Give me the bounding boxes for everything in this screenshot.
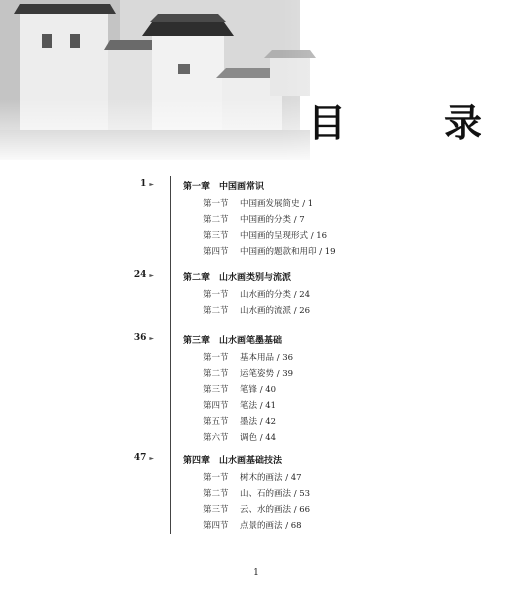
section-title: 山、石的画法 / 53 [240, 489, 311, 499]
section-entry[interactable] [203, 351, 293, 363]
section-entry[interactable] [203, 213, 305, 225]
section-number: 第一节 [203, 199, 229, 209]
section-title: 点景的画法 / 68 [240, 521, 302, 531]
section-number: 第一节 [203, 353, 229, 363]
section-number: 第三节 [203, 231, 229, 241]
section-entry[interactable] [203, 304, 310, 316]
page-title: 目 录 [308, 100, 512, 145]
chapter-title[interactable]: 第四章 山水画基础技法 [183, 456, 283, 466]
chapter-page-number[interactable] [134, 333, 154, 343]
section-title: 山水画的流派 / 26 [240, 306, 311, 316]
chapter-title[interactable]: 第二章 山水画类别与流派 [183, 273, 292, 283]
section-title: 笔法 / 41 [240, 401, 277, 411]
triangle-right-icon: ► [149, 455, 154, 462]
section-number: 第二节 [203, 215, 229, 225]
section-title: 树木的画法 / 47 [240, 473, 302, 483]
section-title: 笔锋 / 40 [240, 385, 277, 395]
chapter-page-number[interactable] [140, 179, 154, 189]
section-title: 中国画发展简史 / 1 [240, 199, 314, 209]
section-number: 第四节 [203, 247, 229, 257]
chapter-page-number-text: 1 [140, 179, 147, 189]
chapter-page-number-text: 36 [133, 333, 147, 343]
section-number: 第五节 [203, 417, 229, 427]
section-number: 第三节 [203, 385, 229, 395]
toc-divider-line [170, 176, 171, 534]
section-entry[interactable] [203, 229, 327, 241]
section-entry[interactable] [203, 519, 302, 531]
section-number: 第二节 [203, 306, 229, 316]
triangle-right-icon: ► [149, 181, 154, 188]
section-title: 墨法 / 42 [240, 417, 277, 427]
section-title: 中国画的分类 / 7 [240, 215, 305, 225]
section-entry[interactable] [203, 367, 293, 379]
section-entry[interactable] [203, 245, 336, 257]
chapter-page-number-text: 47 [133, 453, 147, 463]
section-title: 云、水的画法 / 66 [240, 505, 311, 515]
chapter-page-number[interactable] [134, 453, 154, 463]
page-number: 1 [253, 568, 259, 578]
section-title: 基本用品 / 36 [240, 353, 294, 363]
section-title: 中国画的题款和用印 / 19 [240, 247, 336, 257]
chapter-page-number[interactable] [134, 270, 154, 280]
section-entry[interactable] [203, 383, 276, 395]
section-number: 第三节 [203, 505, 229, 515]
section-title: 运笔姿势 / 39 [240, 369, 294, 379]
triangle-right-icon: ► [149, 335, 154, 342]
chapter-page-number-text: 24 [133, 270, 147, 280]
section-entry[interactable] [203, 197, 313, 209]
section-title: 中国画的呈现形式 / 16 [240, 231, 328, 241]
section-entry[interactable] [203, 471, 302, 483]
section-entry[interactable] [203, 399, 276, 411]
section-entry[interactable] [203, 415, 276, 427]
section-number: 第一节 [203, 473, 229, 483]
triangle-right-icon: ► [149, 272, 154, 279]
section-entry[interactable] [203, 503, 310, 515]
section-number: 第二节 [203, 489, 229, 499]
section-number: 第二节 [203, 369, 229, 379]
section-title: 山水画的分类 / 24 [240, 290, 311, 300]
section-title: 调色 / 44 [240, 433, 277, 443]
section-entry[interactable] [203, 431, 276, 443]
section-entry[interactable] [203, 487, 310, 499]
chapter-title[interactable]: 第三章 山水画笔墨基础 [183, 336, 283, 346]
section-number: 第四节 [203, 521, 229, 531]
section-entry[interactable] [203, 288, 310, 300]
chapter-title[interactable]: 第一章 中国画常识 [183, 182, 265, 192]
section-number: 第四节 [203, 401, 229, 411]
section-number: 第六节 [203, 433, 229, 443]
section-number: 第一节 [203, 290, 229, 300]
